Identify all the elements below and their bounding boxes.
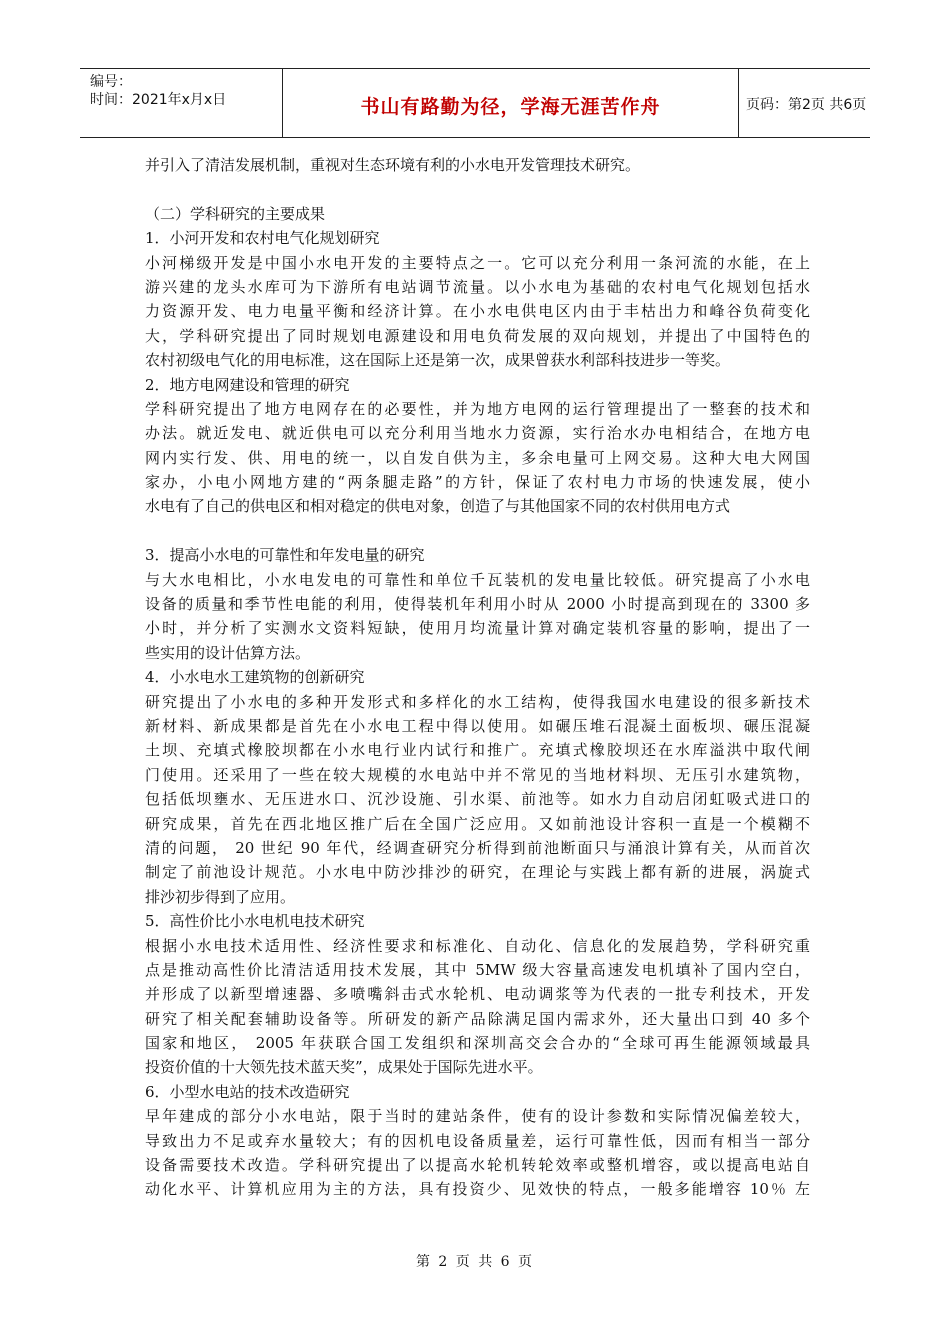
text-line: 农村初级电气化的用电标准，这在国际上还是第一次，成果曾获水利部科技进步一等奖。 — [145, 351, 731, 370]
text-line: 清的问题， 20 世纪 90 年代，经调查研究分析得到前池断面只与涌浪计算有关，从而首次 — [145, 838, 810, 857]
text-line: 并形成了以新型增速器、多喷嘴斜击式水轮机、电动调浆等为代表的一批专利技术，开发 — [145, 985, 810, 1004]
text-line: 研究了相关配套辅助设备等。所研发的新产品除满足国内需求外，还大量出口到 40 多个 — [145, 1009, 810, 1028]
motto-text: 书山有路勤为径，学海无涯苦作舟 — [360, 96, 661, 118]
text-line: 6．小型水电站的技术改造研究 — [145, 1082, 350, 1101]
text-line: 门使用。还采用了一些在较大规模的水电站中并不常见的当地材料坝、无压引水建筑物， — [145, 765, 810, 784]
page-header — [80, 68, 870, 138]
text-line: 动化水平、计算机应用为主的方法，具有投资少、见效快的特点，一般多能增容 10％ 左 — [145, 1180, 810, 1199]
text-line: 研究提出了小水电的多种开发形式和多样化的水工结构，使得我国水电建设的很多新技术 — [145, 692, 810, 711]
text-line: 包括低坝壅水、无压进水口、沉沙设施、引水渠、前池等。如水力自动启闭虹吸式进口的 — [145, 790, 810, 809]
text-line: 1．小河开发和农村电气化规划研究 — [145, 229, 380, 248]
text-line: 游兴建的龙头水库可为下游所有电站调节流量。以小水电为基础的农村电气化规划包括水 — [145, 277, 810, 296]
text-line: 水电有了自己的供电区和相对稳定的供电对象，创造了与其他国家不同的农村供用电方式 — [145, 497, 731, 516]
date-label: 时间：2021年x月x日 — [90, 92, 227, 108]
text-line: 导致出力不足或弃水量较大；有的因机电设备质量差，运行可靠性低，因而有相当一部分 — [145, 1131, 810, 1150]
text-line: 力资源开发、电力电量平衡和经济计算。在小水电供电区内由于丰枯出力和峰谷负荷变化 — [145, 302, 810, 321]
text-line: 5．高性价比小水电机电技术研究 — [145, 912, 365, 931]
header-motto-cell — [282, 69, 739, 137]
text-line: （二）学科研究的主要成果 — [145, 204, 326, 223]
text-line: 网内实行发、供、用电的统一，以自发自供为主，多余电量可上网交易。这种大电大网国 — [145, 448, 810, 467]
text-line: 根据小水电技术适用性、经济性要求和标准化、自动化、信息化的发展趋势，学科研究重 — [145, 936, 810, 955]
serial-number-label: 编号： — [90, 74, 132, 90]
page-footer: 第 2 页 共 6 页 — [415, 1254, 535, 1270]
text-line: 国家和地区， 2005 年获联合国工发组织和深圳高交会合办的“全球可再生能源领域最具 — [145, 1034, 810, 1053]
text-line: 设备的质量和季节性电能的利用，使得装机年利用小时从 2000 小时提高到现在的 3300 多 — [145, 595, 810, 614]
text-line: 小河梯级开发是中国小水电开发的主要特点之一。它可以充分利用一条河流的水能，在上 — [145, 253, 810, 272]
blank-line — [145, 519, 810, 543]
text-line: 与大水电相比，小水电发电的可靠性和单位千瓦装机的发电量比较低。研究提高了小水电 — [145, 570, 810, 589]
header-meta-cell — [80, 69, 282, 137]
text-line: 小时，并分析了实测水文资料短缺，使用月均流量计算对确定装机容量的影响，提出了一 — [145, 619, 810, 638]
blank-line — [145, 177, 810, 201]
text-line: 办法。就近发电、就近供电可以充分利用当地水力资源，实行治水办电相结合，在地方电 — [145, 424, 810, 443]
text-line: 家办，小电小网地方建的“两条腿走路”的方针，保证了农村电力市场的快速发展，使小 — [145, 473, 810, 492]
text-line: 学科研究提出了地方电网存在的必要性，并为地方电网的运行管理提出了一整套的技术和 — [145, 399, 810, 418]
text-line: 设备需要技术改造。学科研究提出了以提高水轮机转轮效率或整机增容，或以提高电站自 — [145, 1156, 810, 1175]
text-line: 大，学科研究提出了同时规划电源建设和用电负荷发展的双向规划，并提出了中国特色的 — [145, 326, 810, 345]
text-line: 土坝、充填式橡胶坝都在小水电行业内试行和推广。充填式橡胶坝还在水库溢洪中取代闸 — [145, 741, 810, 760]
text-line: 4．小水电水工建筑物的创新研究 — [145, 668, 365, 687]
text-line: 制定了前池设计规范。小水电中防沙排沙的研究，在理论与实践上都有新的进展，涡旋式 — [145, 863, 810, 882]
document-body — [145, 153, 810, 1202]
text-line: 投资价值的十大领先技术蓝天奖”，成果处于国际先进水平。 — [145, 1058, 543, 1077]
text-line: 2．地方电网建设和管理的研究 — [145, 375, 350, 394]
text-line: 并引入了清洁发展机制，重视对生态环境有利的小水电开发管理技术研究。 — [145, 156, 641, 174]
text-line: 3．提高小水电的可靠性和年发电量的研究 — [145, 546, 425, 565]
text-line: 些实用的设计估算方法。 — [145, 643, 311, 662]
text-line: 研究成果，首先在西北地区推广后在全国广泛应用。又如前池设计容积一直是一个模糊不 — [145, 814, 810, 833]
text-line: 新材料、新成果都是首先在小水电工程中得以使用。如碾压堆石混凝土面板坝、碾压混凝 — [145, 716, 810, 735]
text-line: 点是推动高性价比清洁适用技术发展，其中 5MW 级大容量高速发电机填补了国内空白， — [145, 960, 810, 979]
text-line: 早年建成的部分小水电站，限于当时的建站条件，使有的设计参数和实际情况偏差较大， — [145, 1107, 810, 1126]
page-number-label: 页码：第2页 共6页 — [746, 97, 867, 113]
text-line: 排沙初步得到了应用。 — [145, 887, 296, 906]
header-page-cell — [738, 69, 870, 137]
